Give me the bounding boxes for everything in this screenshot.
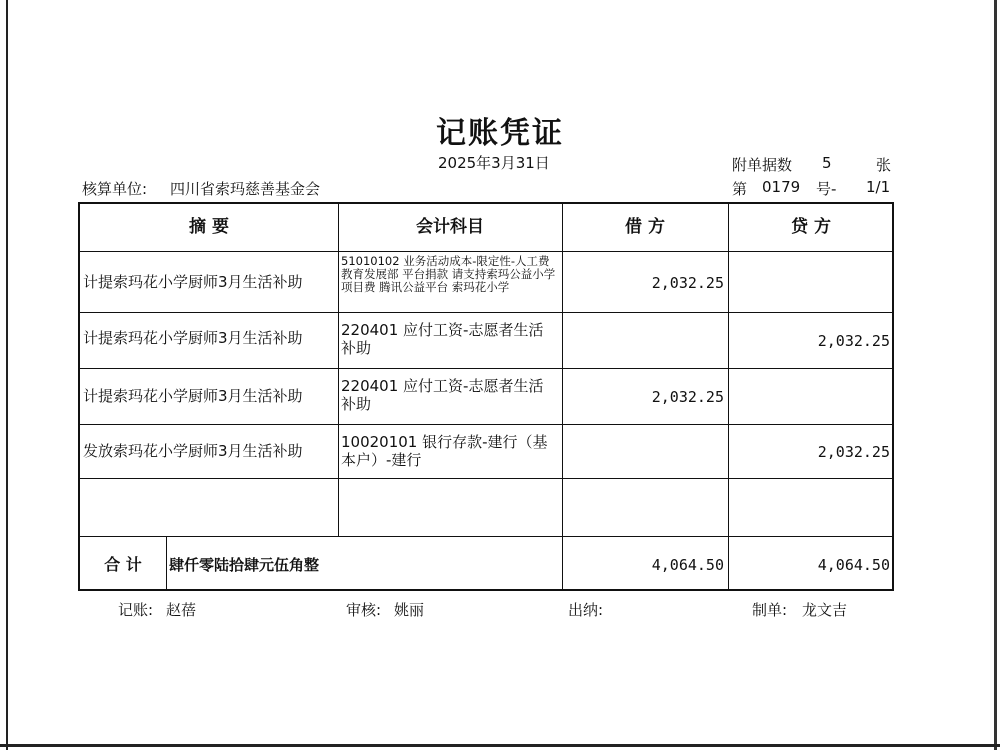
total-label: 合 计 xyxy=(104,555,142,574)
header-credit: 贷 方 xyxy=(791,217,831,237)
unit-label: 核算单位: xyxy=(82,180,148,198)
row-divider xyxy=(80,251,892,252)
unit-name: 四川省索玛慈善基金会 xyxy=(170,180,321,198)
row2-summary: 计提索玛花小学厨师3月生活补助 xyxy=(83,329,303,347)
attachments-count: 5 xyxy=(822,154,832,172)
total-credit: 4,064.50 xyxy=(817,556,890,574)
col-divider xyxy=(166,536,167,591)
total-amount-words: 肆仟零陆拾肆元伍角整 xyxy=(169,556,320,574)
total-debit: 4,064.50 xyxy=(651,556,724,574)
cashier-label: 出纳: xyxy=(568,601,604,619)
preparer-label: 制单: xyxy=(752,601,788,619)
row2-credit: 2,032.25 xyxy=(817,332,890,350)
row-divider xyxy=(80,368,892,369)
header-account: 会计科目 xyxy=(416,217,484,237)
header-summary: 摘 要 xyxy=(189,217,229,237)
row-divider xyxy=(80,536,892,537)
row1-account: 51010102 业务活动成本-限定性-人工费 教育发展部 平台捐款 请支持索玛公益小学 项目费 腾讯公益平台 索玛花小学 xyxy=(341,254,556,294)
row4-account: 10020101 银行存款-建行（基本户）-建行 xyxy=(341,433,548,469)
bookkeeper-label: 记账: xyxy=(118,601,154,619)
row1-debit: 2,032.25 xyxy=(651,274,724,292)
row-divider xyxy=(80,478,892,479)
row3-summary: 计提索玛花小学厨师3月生活补助 xyxy=(83,387,303,405)
row1-summary: 计提索玛花小学厨师3月生活补助 xyxy=(83,273,303,291)
preparer-name: 龙文吉 xyxy=(802,601,848,619)
row3-account: 220401 应付工资-志愿者生活补助 xyxy=(341,377,544,413)
row4-credit: 2,032.25 xyxy=(817,443,890,461)
voucher-no-prefix: 第 xyxy=(732,180,748,198)
attachments-label: 附单据数 xyxy=(732,156,793,174)
voucher-no-suffix: 号- xyxy=(816,180,837,198)
voucher-date: 2025年3月31日 xyxy=(438,154,550,172)
scan-border-bottom xyxy=(0,744,1000,747)
header-debit: 借 方 xyxy=(625,217,665,237)
bookkeeper-name: 赵蓓 xyxy=(166,601,197,619)
voucher-title: 记账凭证 xyxy=(436,116,564,151)
attachments-unit: 张 xyxy=(876,156,892,174)
voucher-page: 1/1 xyxy=(866,178,891,196)
row3-debit: 2,032.25 xyxy=(651,388,724,406)
voucher-table xyxy=(78,202,894,591)
row-divider xyxy=(80,312,892,313)
reviewer-label: 审核: xyxy=(346,601,382,619)
voucher-number: 0179 xyxy=(762,178,801,196)
col-divider xyxy=(338,204,339,536)
reviewer-name: 姚丽 xyxy=(394,601,425,619)
row2-account: 220401 应付工资-志愿者生活补助 xyxy=(341,321,544,357)
row4-summary: 发放索玛花小学厨师3月生活补助 xyxy=(83,442,303,460)
col-divider xyxy=(728,204,729,591)
row-divider xyxy=(80,424,892,425)
